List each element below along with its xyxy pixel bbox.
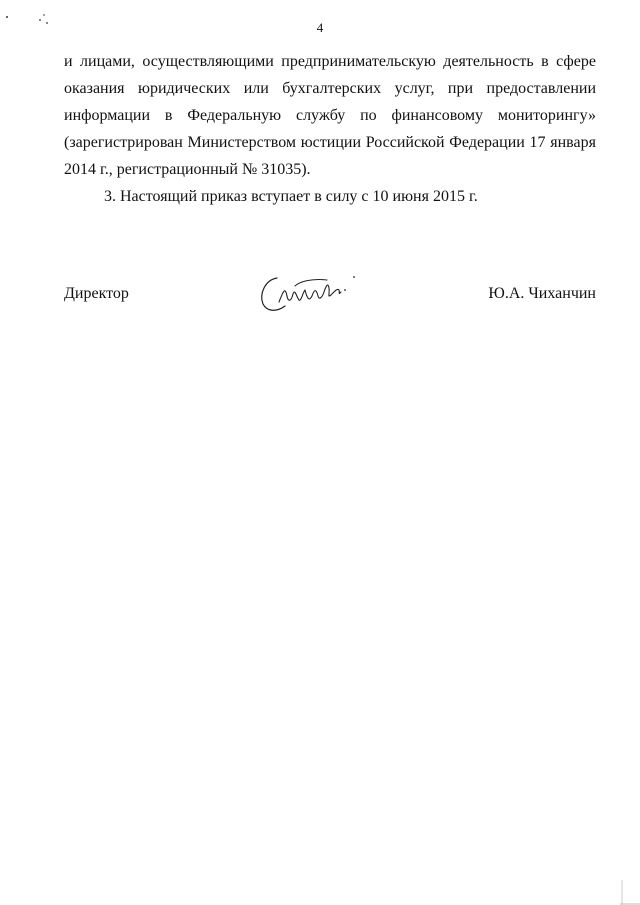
- signatory-name: Ю.А. Чиханчин: [488, 285, 596, 302]
- text-line-3: информации в Федеральную службу по финансовому мониторингу»: [64, 107, 596, 124]
- text-line-2: оказания юридических или бухгалтерских услуг, при предоставлении: [64, 80, 596, 97]
- body-text: [64, 48, 596, 210]
- paragraph-item-3: 3. Настоящий приказ вступает в силу с 10 июня 2015 г.: [104, 188, 478, 205]
- text-line-4: (зарегистрирован Министерством юстиции Российской Федерации 17 января: [64, 134, 596, 151]
- scan-edge-shadow: [620, 880, 640, 905]
- signatory-title: Директор: [64, 285, 129, 302]
- page-number: 4: [316, 20, 324, 35]
- text-line-5: 2014 г., регистрационный № 31035).: [64, 161, 311, 178]
- handwritten-signature: [255, 268, 365, 320]
- text-line-1: и лицами, осуществляющими предпринимательскую деятельность в сфере: [64, 53, 596, 70]
